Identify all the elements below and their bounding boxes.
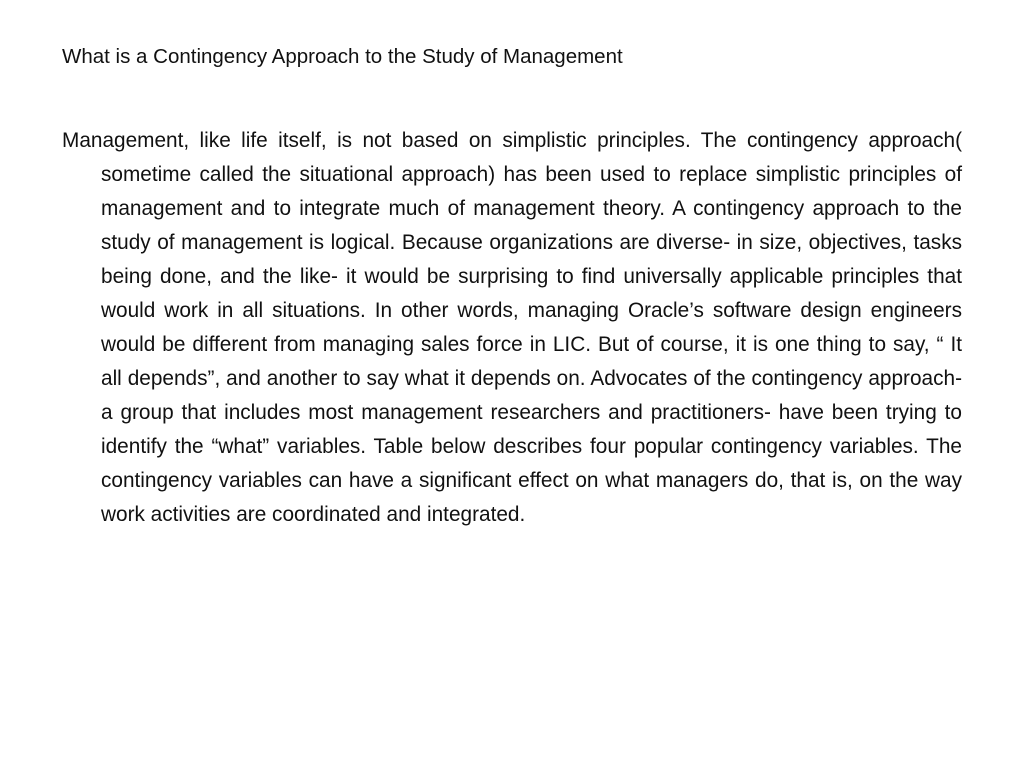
slide-title: What is a Contingency Approach to the Study of Management bbox=[62, 45, 623, 68]
body-paragraph: Management, like life itself, is not based on simplistic principles. The contingency approach( sometime called the situational approach) has been used to replace simplistic principles of management and to integrate much of management theory. A contingency approach to the study of management is logical. Because organizations are diverse- in size, objectives, tasks being done, and the like- it would be surprising to find universally applicable principles that would work in all situations. In other words, managing Oracle’s software design engineers would be different from managing sales force in LIC. But of course, it is one thing to say, “ It all depends”, and another to say what it depends on. Advocates of the contingency approach- a group that includes most management researchers and practitioners- have been trying to identify the “what” variables. Table below describes four popular contingency variables. The contingency variables can have a significant effect on what managers do, that is, on the way work activities are coordinated and integrated. bbox=[62, 129, 962, 526]
